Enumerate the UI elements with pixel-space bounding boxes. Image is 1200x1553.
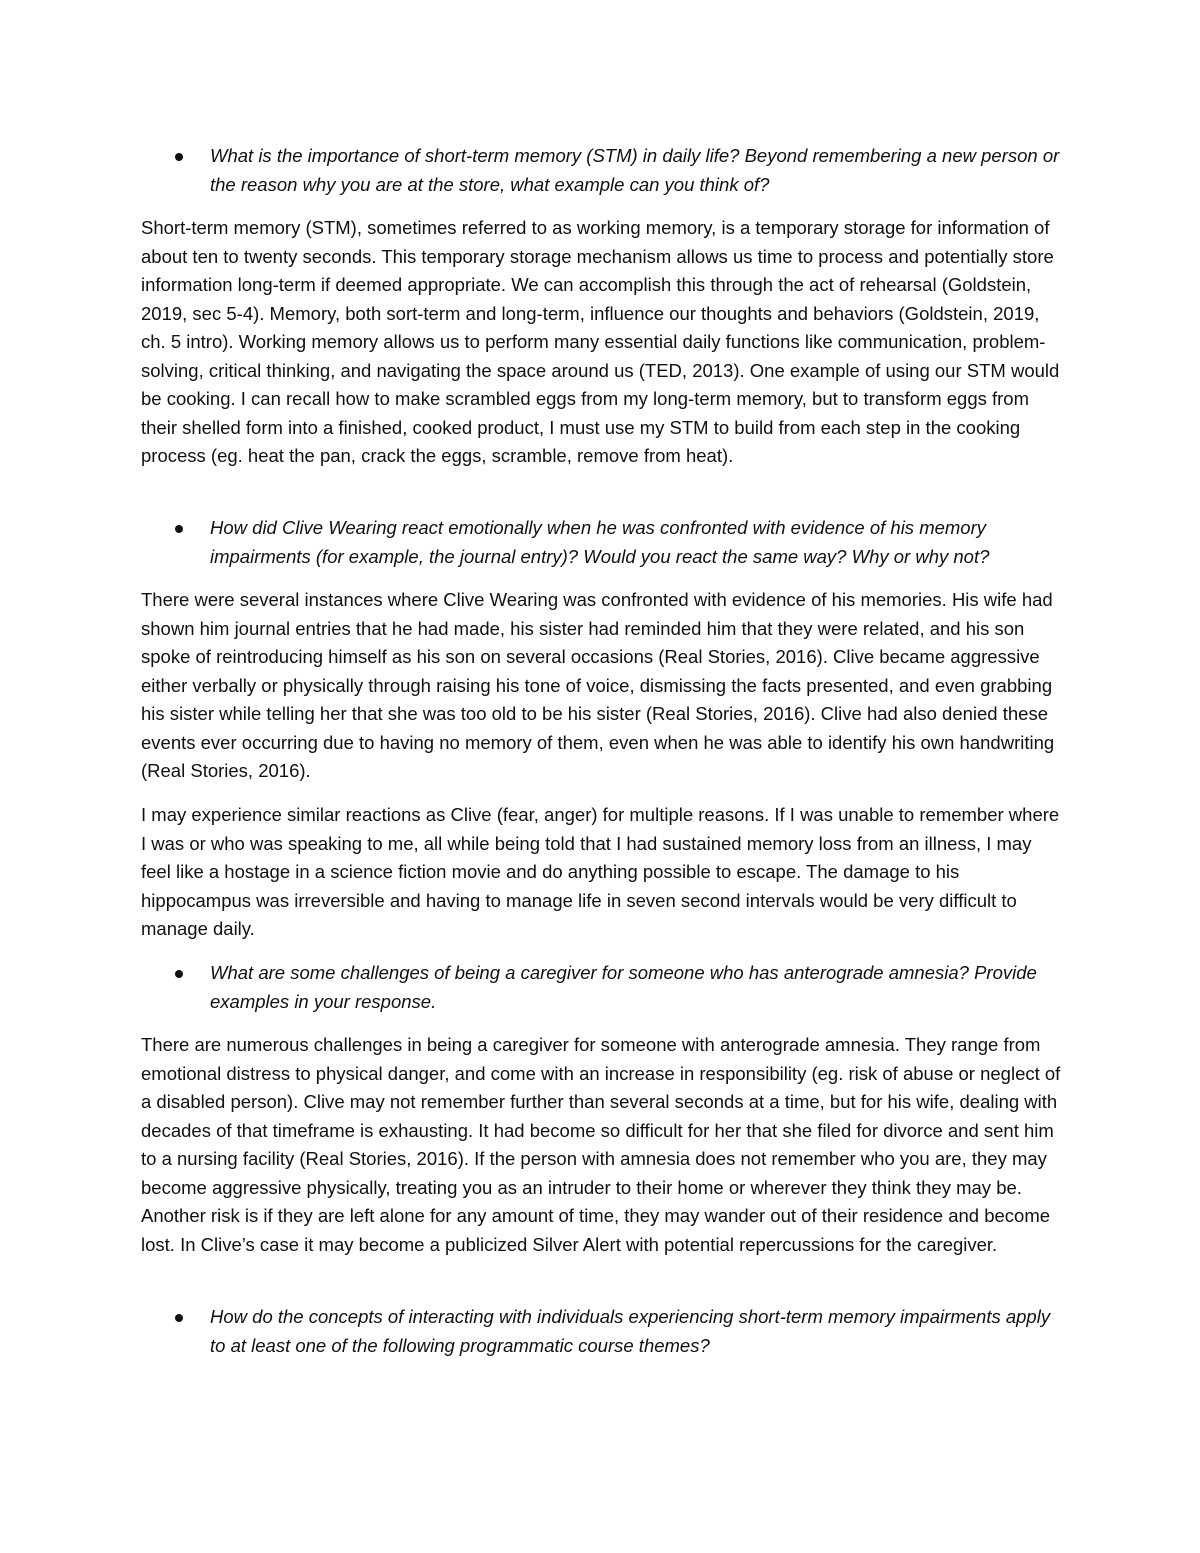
question-text: What are some challenges of being a caregiver for someone who has anterograde amnesia? Provide examples in your response. [210, 962, 1037, 1012]
bullet-icon [175, 153, 183, 161]
answer-paragraph: Short-term memory (STM), sometimes referred to as working memory, is a temporary storage for information of about ten to twenty seconds. This temporary storage mechanism allows us time to process and potentially store information long-term if deemed appropriate. We can accomplish this through the act of rehearsal (Goldstein, 2019, sec 5-4). Memory, both sort-term and long-term, influence our thoughts and behaviors (Goldstein, 2019, ch. 5 intro). Working memory allows us to perform many essential daily functions like communication, problem-solving, critical thinking, and navigating the space around us (TED, 2013). One example of using our STM would be cooking. I can recall how to make scrambled eggs from my long-term memory, but to transform eggs from their shelled form into a finished, cooked product, I must use my STM to build from each step in the cooking process (eg. heat the pan, crack the eggs, scramble, remove from heat). [141, 217, 1060, 466]
question-text: How do the concepts of interacting with individuals experiencing short-term memory impairments apply to at least one of the following programmatic course themes? [210, 1306, 1051, 1356]
answer-paragraph: I may experience similar reactions as Clive (fear, anger) for multiple reasons. If I was unable to remember where I was or who was speaking to me, all while being told that I had sustained memory loss from an illness, I may feel like a hostage in a science fiction movie and do anything possible to escape. The damage to his hippocampus was irreversible and having to manage life in seven second intervals would be very difficult to manage daily. [141, 804, 1060, 939]
answer-paragraph: There were several instances where Clive Wearing was confronted with evidence of his memories. His wife had shown him journal entries that he had made, his sister had reminded him that they were related, and his son spoke of reintroducing himself as his son on several occasions (Real Stories, 2016). Clive became aggressive either verbally or physically through raising his tone of voice, dismissing the facts presented, and even grabbing his sister while telling her that she was too old to be his sister (Real Stories, 2016). Clive had also denied these events ever occurring due to having no memory of them, even when he was able to identify his own handwriting (Real Stories, 2016). [141, 589, 1055, 781]
bullet-icon [175, 1314, 183, 1322]
bullet-icon [175, 525, 183, 533]
answer-paragraph: There are numerous challenges in being a caregiver for someone with anterograde amnesia. They range from emotional distress to physical danger, and come with an increase in responsibility (eg. risk of abuse or neglect of a disabled person). Clive may not remember further than several seconds at a time, but for his wife, dealing with decades of that timeframe is exhausting. It had become so difficult for her that she filed for divorce and sent him to a nursing facility (Real Stories, 2016). If the person with amnesia does not remember who you are, they may become aggressive physically, treating you as an intruder to their home or wherever they think they may be. Another risk is if they are left alone for any amount of time, they may wander out of their residence and become lost. In Clive’s case it may become a publicized Silver Alert with potential repercussions for the caregiver. [141, 1034, 1061, 1255]
bullet-icon [175, 970, 183, 978]
question-text: How did Clive Wearing react emotionally when he was confronted with evidence of his memory impairments (for example, the journal entry)? Would you react the same way? Why or why not? [210, 517, 990, 567]
question-text: What is the importance of short-term memory (STM) in daily life? Beyond remembering a new person or the reason why you are at the store, what example can you think of? [210, 145, 1060, 195]
